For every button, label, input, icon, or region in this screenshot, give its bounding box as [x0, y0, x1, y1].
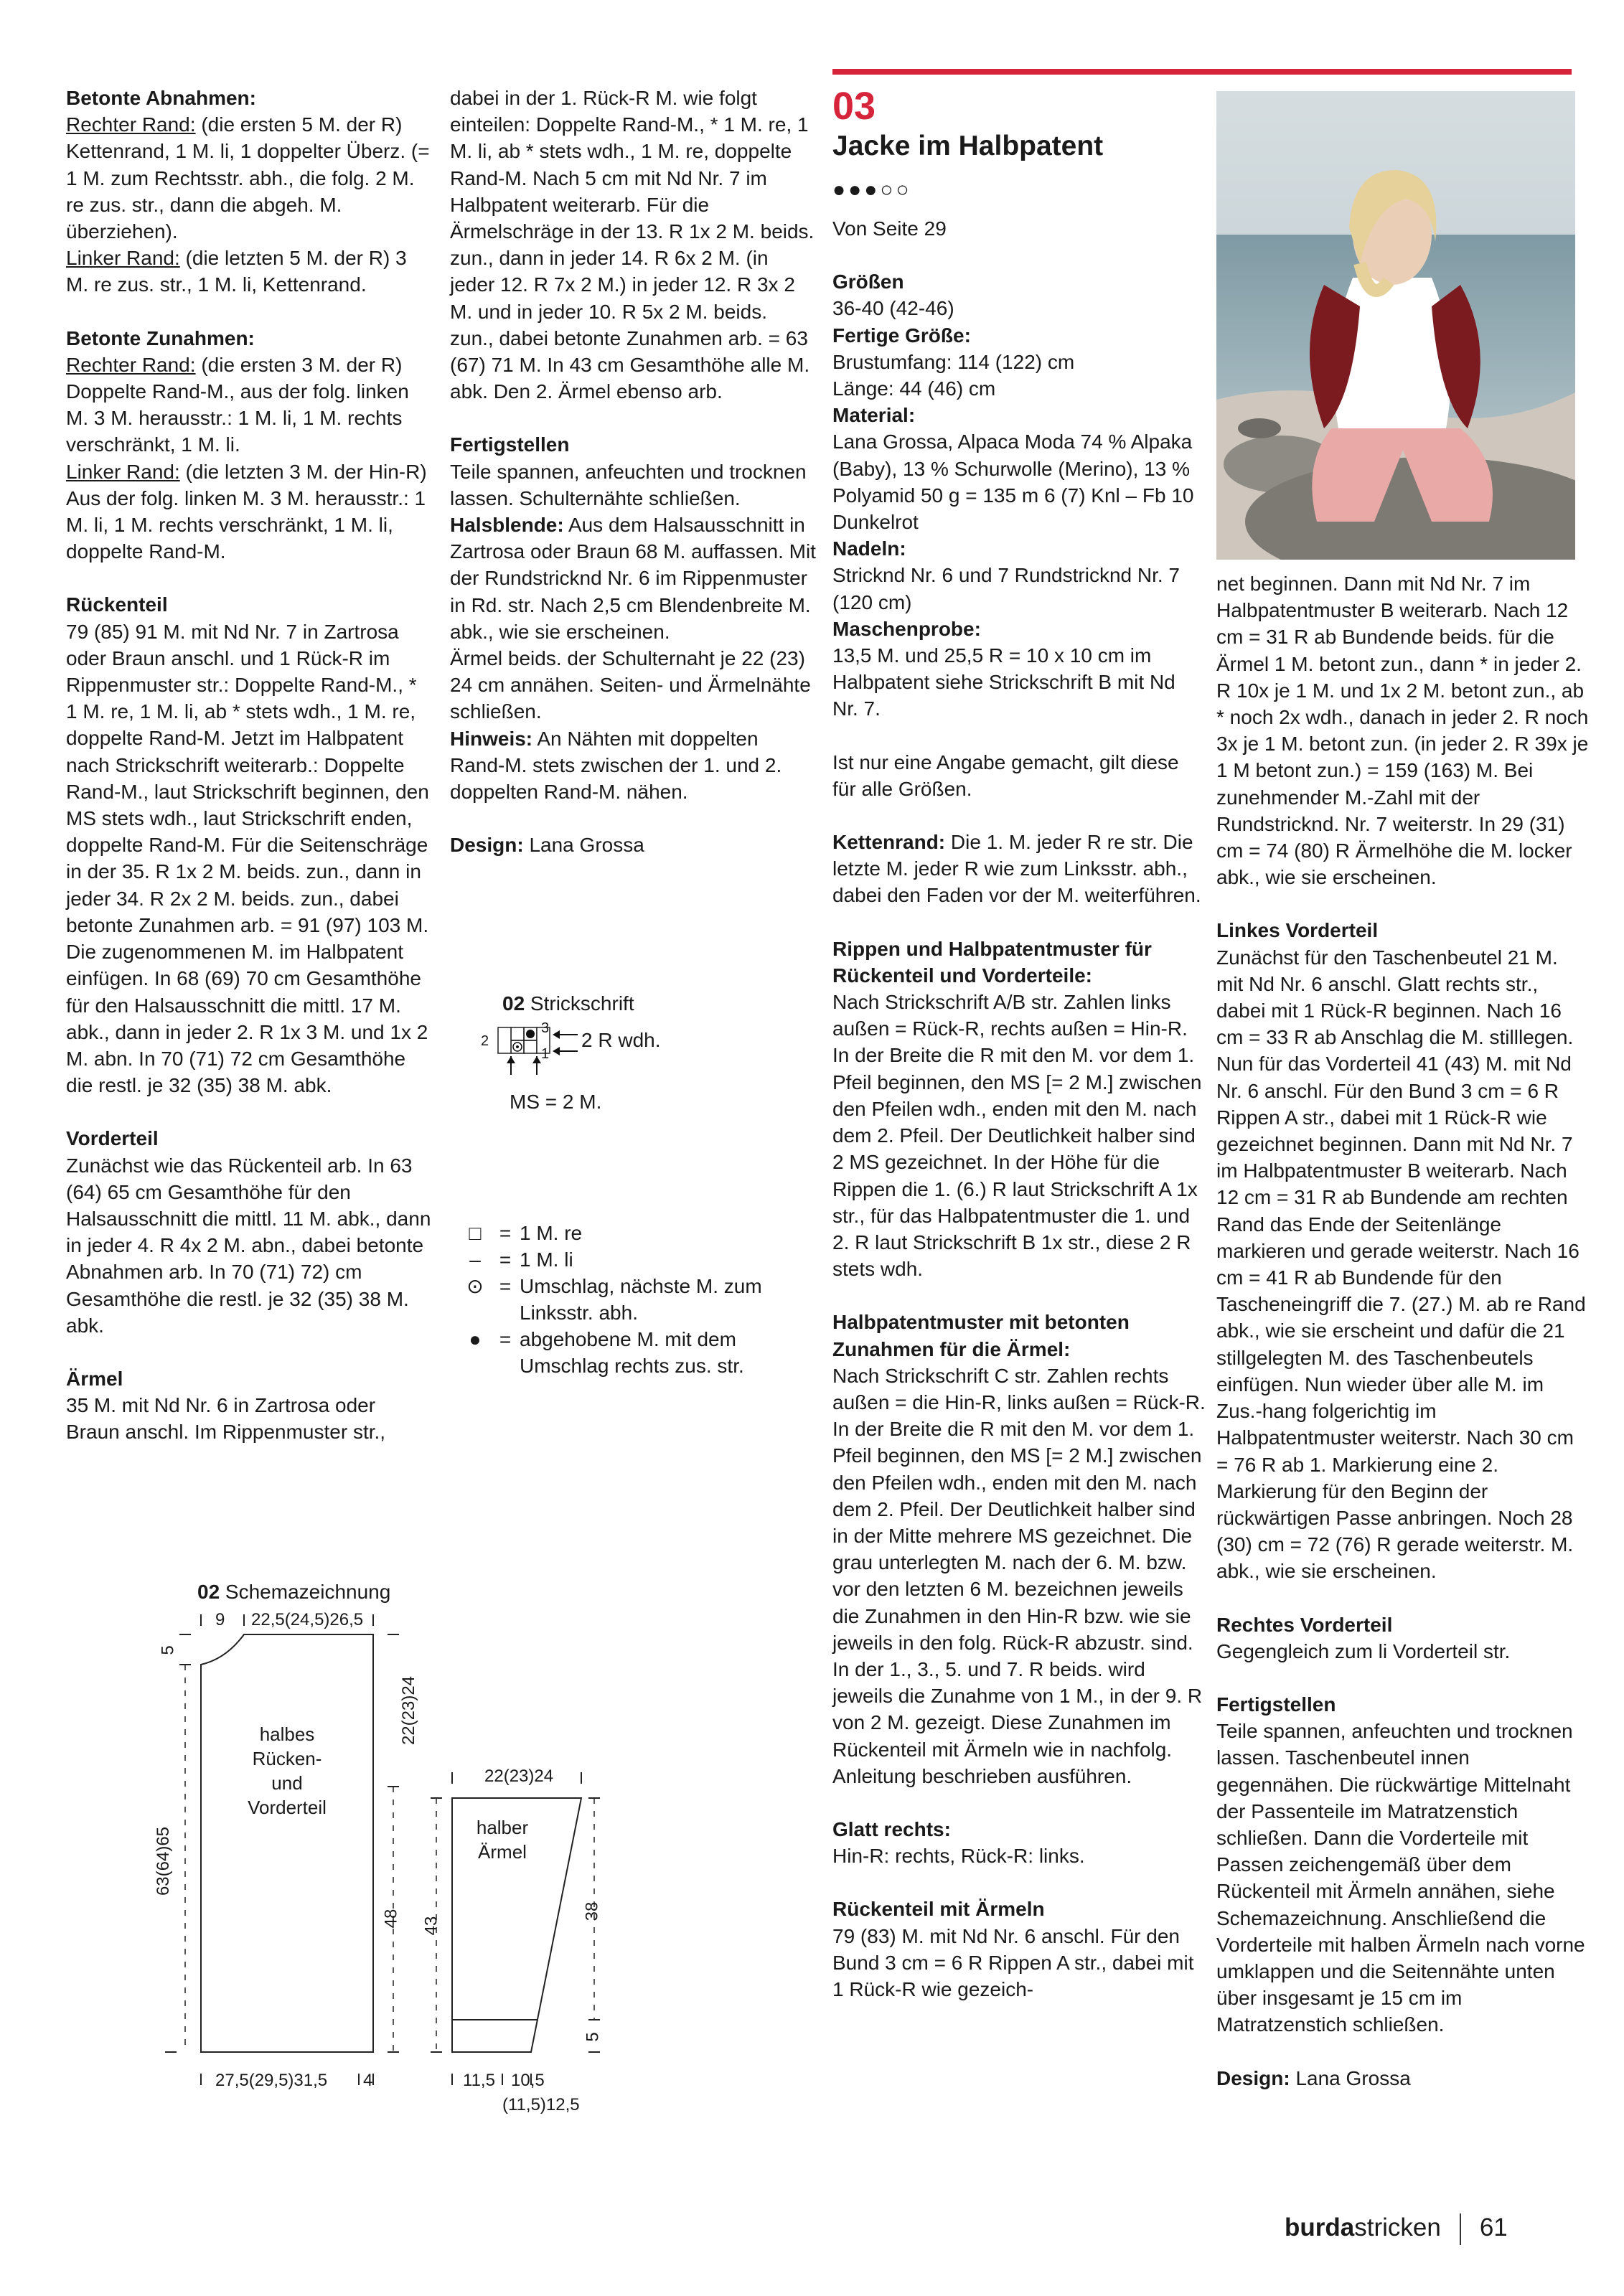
dim-neck-depth: 5: [158, 1645, 178, 1655]
paragraph: [450, 85, 816, 405]
paragraph: [832, 642, 1206, 723]
paragraph: [450, 832, 816, 858]
legend-row: [459, 1220, 807, 1246]
heading-text: Linkes Vorderteil: [1216, 919, 1379, 942]
paragraph: [832, 1843, 1206, 1869]
paragraph: [1216, 1638, 1590, 1665]
dim-sleeve-right: 38: [582, 1901, 602, 1921]
paragraph-text: (die letzten 5 M. der R) 3 M. re zus. str., 1 M. li, Kettenrand.: [66, 247, 407, 296]
paragraph-gap: [66, 298, 432, 325]
paragraph: [832, 1923, 1206, 2003]
paragraph-gap: [66, 1339, 432, 1365]
legend-equals: =: [499, 1222, 512, 1244]
dim-sleeve-bottom-2: 10,5: [511, 2071, 545, 2090]
paragraph-text: An Nähten mit doppelten Rand-M. stets zwischen der 1. und 2. doppelten Rand-M. nähen.: [450, 727, 782, 804]
column-2: [450, 85, 816, 858]
heading-text: Rippen und Halbpatentmuster für Rückenteil und Vorderteile:: [832, 937, 1152, 987]
underlined-label: Linker Rand:: [66, 247, 180, 270]
paragraph-text: 35 M. mit Nd Nr. 6 in Zartrosa oder Braun anschl. Im Rippenmuster str.,: [66, 1394, 386, 1444]
paragraph-text: Stricknd Nr. 6 und 7 Rundstricknd Nr. 7 (120 cm): [832, 564, 1180, 613]
paragraph-text: Zunächst wie das Rückenteil arb. In 63 (64) 65 cm Gesamthöhe für den Halsausschnitt die mittl. 11 M. abk., dann in jeder 4. R 4x 2 M. abn., dabei betonte Abnahmen arb. In 70 (71) 72) cm Gesamthöhe die restl. je 32 (35) 38 M. abk.: [66, 1154, 431, 1337]
heading-text: Rückenteil mit Ärmeln: [832, 1898, 1045, 1921]
paragraph: [832, 215, 1206, 242]
underlined-label: Rechter Rand:: [66, 113, 196, 136]
body-label-line: Rücken-: [252, 1748, 322, 1769]
body-label-line: Vorderteil: [248, 1797, 327, 1818]
strickschrift-diagram: [459, 990, 746, 1134]
dim-sleeve-bottom-1: 11,5: [463, 2071, 495, 2090]
dim-sleeve-bottom-3: (11,5)12,5: [502, 2095, 580, 2114]
paragraph-text: Teile spannen, anfeuchten und trocknen lassen. Taschenbeutel innen gegennähen. Die rückwärtige Mittelnaht der Passenteile im Matratzenstich schließen. Dann die Vorderteile mit Passen zeichengemäß über dem Rückenteil mit Ärmeln annähen, siehe Schemazeichnung. Anschließend die Vorderteile mit halben Ärmeln nach vorne umklappen und die Seitennähte unten über insgesamt je 15 cm im Matratzenstich schließen.: [1216, 1720, 1585, 2036]
sleeve-label-line: halber: [476, 1817, 529, 1838]
paragraph-gap: [1216, 2038, 1590, 2065]
section-heading: [66, 1365, 432, 1392]
paragraph: [66, 1152, 432, 1339]
section-heading: [1216, 1691, 1590, 1718]
bold-label: Kettenrand:: [832, 831, 946, 854]
heading-text: Betonte Zunahmen:: [66, 326, 255, 349]
paragraph-text: net beginnen. Dann mit Nd Nr. 7 im Halbpatentmuster B weiterarb. Nach 12 cm = 31 R ab Bundende beids. für die Ärmel 1 M. betont zun., dann * in jeder 2. R 10x je 1 M. und 1x 2 M. betont zun., ab * noch 2x wdh., danach in jeder 2. R noch 3x je 1 M. betont zun. (in jeder 2. R 39x je 1 M betont zun.) = 159 (163) M. Bei zunehmender M.-Zahl mit der Rundstricknd. Nr. 7 weiterstr. In 29 (31) cm = 74 (80) R Ärmelhöhe die M. locker abk., wie sie erscheinen.: [1216, 573, 1589, 889]
paragraph-text: Ärmel beids. der Schulternaht je 22 (23) 24 cm annähen. Seiten- und Ärmelnähte schließen.: [450, 647, 811, 723]
paragraph-gap: [832, 1869, 1206, 1896]
body-label-line: und: [271, 1772, 303, 1794]
paragraph: [832, 989, 1206, 1282]
paragraph-text: Lana Grossa: [1290, 2066, 1411, 2089]
paragraph: [832, 349, 1206, 375]
pattern-title: Jacke im Halbpatent: [832, 131, 1104, 161]
symbol-legend: [459, 1220, 807, 1379]
heading-text: Fertige Größe:: [832, 324, 971, 347]
dim-shoulder-height: 22(23)24: [399, 1675, 419, 1746]
dim-top-shoulder: 22,5(24,5)26,5: [251, 1610, 364, 1629]
paragraph-text: 79 (85) 91 M. mit Nd Nr. 7 in Zartrosa oder Braun anschl. und 1 Rück-R im Rippenmuster str.: Doppelte Rand-M., * 1 M. re, 1 M. li, ab * stets wdh., 1 M. re, doppelte Rand-M. Jetzt im Halbpatent nach Strickschrift weiterarb.: Doppelte Rand-M., laut Strickschrift beginnen, den MS stets wdh., laut Strickschrift enden, doppelte Rand-M. Für die Seitenschräge in der 35. R 1x 2 M. beids. zun., dann in jeder 34. R 2x 2 M. beids. zun., dabei betonte Zunahmen arb. = 91 (97) 103 M. Die zugenommenen M. im Halbpatent einfügen. In 68 (69) 70 cm Gesamthöhe für den Halsausschnitt die mittl. 17 M. abk., dann in jeder 2. R 1x 3 M. und 1x 2 M. abn. In 70 (71) 72 cm Gesamthöhe die restl. je 32 (35) 38 M. abk.: [66, 620, 429, 1097]
body-label-line: halbes: [259, 1723, 315, 1745]
paragraph-gap: [1216, 1665, 1590, 1691]
paragraph-gap: [66, 565, 432, 591]
legend-text: 1 M. li: [520, 1248, 573, 1271]
paragraph: [832, 829, 1206, 909]
heading-text: Ärmel: [66, 1367, 123, 1390]
section-heading: [832, 535, 1206, 562]
heading-text: Betonte Abnahmen:: [66, 87, 256, 109]
paragraph: [450, 725, 816, 806]
legend-equals: =: [499, 1275, 512, 1297]
row-label-3: 3: [541, 1020, 550, 1036]
page-footer: [1285, 2210, 1508, 2246]
paragraph: [66, 111, 432, 245]
paragraph-text: Hin-R: rechts, Rück-R: links.: [832, 1845, 1085, 1868]
dim-side-height: 48: [381, 1909, 401, 1929]
underlined-label: Linker Rand:: [66, 460, 180, 483]
paragraph-text: Nach Strickschrift A/B str. Zahlen links außen = Rück-R, rechts außen = Hin-R. In der Breite die R mit den M. vor dem 1. Pfeil beginnen, den MS [= 2 M.] zwischen den Pfeilen wdh., enden mit den M. nach dem 2. Pfeil. Der Deutlichkeit halber sind 2 MS gezeichnet. In der Höhe für die Rippen die 1. (6.) R laut Strickschrift A 1x str., für das Halbpatentmuster die 1. und 2. R laut Strickschrift B 1x str., diese 2 R stets wdh.: [832, 991, 1202, 1281]
paragraph: [66, 618, 432, 1099]
paragraph-gap: [832, 242, 1206, 268]
heading-text: Glatt rechts:: [832, 1817, 951, 1840]
schema-number: 02: [197, 1581, 220, 1603]
paragraph-text: Länge: 44 (46) cm: [832, 377, 996, 400]
dim-total-height: 63(64)65: [154, 1826, 174, 1896]
sleeve-label-line: Ärmel: [478, 1841, 527, 1863]
dim-sleeve-cuff: 5: [583, 2032, 603, 2042]
column-3: [832, 215, 1206, 2003]
section-heading: [832, 1309, 1206, 1362]
body-label: [244, 1722, 330, 1820]
paragraph-text: Von Seite 29: [832, 217, 947, 240]
paragraph-text: Aus dem Halsausschnitt in Zartrosa oder Braun 68 M. auffassen. Mit der Rundstricknd Nr. 6 im Rippenmuster in Rd. str. Nach 2,5 cm Blendenbreite M. abk., wie sie erscheinen.: [450, 514, 816, 643]
section-heading: [450, 431, 816, 458]
ms-label: MS = 2 M.: [510, 1091, 602, 1113]
paragraph-gap: [450, 805, 816, 832]
pattern-number: 03: [832, 85, 876, 128]
bold-label: Design:: [1216, 2066, 1290, 2089]
paragraph: [1216, 2065, 1590, 2092]
paragraph-text: Lana Grossa, Alpaca Moda 74 % Alpaka (Baby), 13 % Schurwolle (Merino), 13 % Polyamid 50 g = 135 m 6 (7) Knl – Fb 10 Dunkelrot: [832, 430, 1194, 534]
section-heading: [832, 1896, 1206, 1922]
section-heading: [66, 325, 432, 352]
paragraph-text: (die ersten 3 M. der R) Doppelte Rand-M., aus der folg. linken M. 3 M. herausstr.: 1 M. li, 1 M. rechts verschränkt, 1 M. li.: [66, 353, 409, 456]
heading-text: Fertigstellen: [450, 433, 570, 456]
legend-text: 1 M. re: [520, 1222, 583, 1244]
brand-rest: stricken: [1354, 2213, 1441, 2241]
schema-label: Schemazeichnung: [220, 1581, 391, 1603]
bold-label: Design:: [450, 834, 524, 857]
paragraph-gap: [66, 1098, 432, 1125]
paragraph-text: (die ersten 5 M. der R) Kettenrand, 1 M. li, 1 doppelter Überz. (= 1 M. zum Rechtsstr. abh., die folg. 2 M. re zus. str., dann die abgeh. M. überziehen).: [66, 113, 430, 243]
paragraph-text: 36-40 (42-46): [832, 297, 954, 320]
paragraph-text: Ist nur eine Angabe gemacht, gilt diese für alle Größen.: [832, 751, 1179, 800]
dim-sleeve-left: 43: [421, 1916, 441, 1936]
legend-row: [459, 1326, 807, 1379]
dim-sleeve-top: 22(23)24: [484, 1766, 554, 1786]
underlined-label: Rechter Rand:: [66, 353, 196, 376]
repeat-label: 2 R wdh.: [581, 1029, 661, 1051]
section-heading: [1216, 1612, 1590, 1638]
section-heading: [66, 591, 432, 618]
paragraph-text: (die letzten 3 M. der Hin-R) Aus der folg. linken M. 3 M. herausstr.: 1 M. li, 1 M. rechts verschränkt, 1 M. li, doppelte Rand-M.: [66, 460, 427, 563]
dim-top-neck: 9: [215, 1610, 225, 1629]
paragraph-gap: [450, 405, 816, 431]
paragraph-gap: [832, 802, 1206, 829]
section-heading: [832, 268, 1206, 295]
schema-drawing: [144, 1578, 646, 2124]
paragraph-text: 13,5 M. und 25,5 R = 10 x 10 cm im Halbpatent siehe Strickschrift B mit Nd Nr. 7.: [832, 644, 1175, 720]
paragraph-gap: [832, 1282, 1206, 1309]
paragraph-text: Die 1. M. jeder R re str. Die letzte M. jeder R wie zum Linksstr. abh., dabei den Faden vor der M. weiterführen.: [832, 831, 1201, 907]
paragraph-text: Zunächst für den Taschenbeutel 21 M. mit Nd Nr. 6 anschl. Glatt rechts str., dabei mit 1 Rück-R beginnen. Nach 16 cm = 33 R ab Anschlag die M. stilllegen. Nun für das Vorderteil 41 (43) M. mit Nd Nr. 6 anschl. Für den Bund 3 cm = 6 R Rippen A str., dabei mit 1 Rück-R wie gezeichnet beginnen. Dann mit Nd Nr. 7 im Halbpatentmuster B weiterarb. Nach 12 cm = 31 R ab Bundende am rechten Rand das Ende der Seitenlänge markieren und gerade weiterstr. Nach 16 cm = 41 R ab Bundende für den Tascheneingriff die 7. (27.) M. ab re Rand abk., wie sie erscheint und dafür die 21 stillgelegten M. des Taschenbeutels einfügen. Nun wieder über alle M. im Zus.-hang folgerichtig im Halbpatentmuster weiterstr. Nach 30 cm = 76 R ab 1. Markierung eine 2. Markierung für den Beginn der rückwärtigen Passe anbringen. Noch 28 (30) cm = 72 (76) R gerade weiterstr. M. abk., wie sie erscheinen.: [1216, 946, 1586, 1583]
row-label-1: 1: [541, 1046, 550, 1062]
paragraph: [1216, 944, 1590, 1585]
legend-symbol: –: [469, 1248, 481, 1271]
footer-divider: [1460, 2213, 1461, 2245]
dim-bottom-small: 4: [363, 2071, 373, 2090]
paragraph: [832, 428, 1206, 535]
paragraph: [450, 512, 816, 645]
paragraph: [66, 458, 432, 565]
paragraph: [832, 749, 1206, 802]
paragraph: [832, 375, 1206, 402]
heading-text: Rückenteil: [66, 593, 168, 616]
paragraph-gap: [832, 909, 1206, 936]
paragraph: [450, 645, 816, 725]
legend-equals: =: [499, 1248, 512, 1271]
paragraph: [1216, 1718, 1590, 2038]
legend-symbol: ●: [469, 1328, 482, 1350]
legend-symbol: □: [469, 1222, 482, 1244]
bold-label: Hinweis:: [450, 727, 533, 750]
heading-text: Nadeln:: [832, 537, 906, 560]
model-photo: [1216, 91, 1575, 560]
section-heading: [66, 85, 432, 111]
paragraph: [66, 1392, 432, 1445]
paragraph: [832, 1363, 1206, 1789]
dim-bottom-width: 27,5(29,5)31,5: [215, 2071, 328, 2090]
heading-text: Halbpatentmuster mit betonten Zunahmen für die Ärmel:: [832, 1311, 1130, 1360]
paragraph-text: Nach Strickschrift C str. Zahlen rechts außen = die Hin-R, links außen = Rück-R. In der Breite die R mit den M. vor dem 1. Pfeil beginnen, den MS [= 2 M.] zwischen den Pfeilen wdh., enden mit den M. nach dem 2. Pfeil. Der Deutlichkeit halber sind in der Mitte mehrere MS gezeichnet. Die grau unterlegten M. nach der 6. M. bzw. vor den letzten 6 M. bezeichnen jeweils die Zunahmen in den Hin-R bzw. wie sie jeweils in den folg. Rück-R abzustr. sind. In der 1., 3., 5. und 7. R beids. wird jeweils die Zunahme von 1 M., in der 9. R von 2 M. gezeigt. Diese Zunahmen im Rückenteil mit Ärmeln wie in nachfolg. Anleitung beschrieben ausführen.: [832, 1364, 1206, 1787]
paragraph: [66, 352, 432, 458]
paragraph-text: Gegengleich zum li Vorderteil str.: [1216, 1639, 1511, 1662]
paragraph-text: Lana Grossa: [523, 834, 644, 857]
sleeve-label: [466, 1815, 538, 1864]
section-heading: [832, 402, 1206, 428]
paragraph-text: Teile spannen, anfeuchten und trocknen lassen. Schulternähte schließen.: [450, 460, 807, 509]
section-heading: [832, 616, 1206, 642]
paragraph-gap: [832, 723, 1206, 749]
heading-text: Vorderteil: [66, 1127, 159, 1150]
bold-label: Halsblende:: [450, 514, 564, 537]
heading-text: Fertigstellen: [1216, 1693, 1336, 1716]
paragraph-text: Brustumfang: 114 (122) cm: [832, 350, 1075, 373]
legend-row: [459, 1246, 807, 1273]
heading-text: Größen: [832, 270, 904, 293]
paragraph-gap: [1216, 890, 1590, 917]
legend-row: [459, 1273, 807, 1326]
legend-text: abgehobene M. mit dem Umschlag rechts zus. str.: [520, 1328, 744, 1377]
heading-text: Maschenprobe:: [832, 617, 981, 640]
paragraph-gap: [832, 1789, 1206, 1816]
row-label-2: 2: [481, 1033, 489, 1049]
paragraph: [1216, 570, 1590, 890]
section-heading: [66, 1125, 432, 1152]
section-heading: [832, 936, 1206, 989]
paragraph: [832, 562, 1206, 615]
legend-text: Umschlag, nächste M. zum Linksstr. abh.: [520, 1275, 762, 1324]
strickschrift-number: 02: [502, 992, 525, 1015]
legend-symbol: ⊙: [466, 1275, 484, 1297]
paragraph-text: 79 (83) M. mit Nd Nr. 6 anschl. Für den Bund 3 cm = 6 R Rippen A str., dabei mit 1 Rück-R wie gezeich-: [832, 1924, 1194, 2000]
paragraph: [832, 295, 1206, 321]
paragraph-text: dabei in der 1. Rück-R M. wie folgt einteilen: Doppelte Rand-M., * 1 M. re, 1 M. li, ab * stets wdh., 1 M. re, doppelte Rand-M. Nach 5 cm mit Nd Nr. 7 im Halbpatent weiterarb. Für die Ärmelschräge in der 13. R 1x 2 M. beids. zun., dann in jeder 14. R 6x 2 M. (in jeder 12. R 7x 2 M.) in jeder 12. R 3x 2 M. und in jeder 10. R 5x 2 M. beids. zun., dabei betonte Zunahmen arb. = 63 (67) 71 M. In 43 cm Gesamthöhe alle M. abk. Den 2. Ärmel ebenso arb.: [450, 87, 815, 403]
paragraph: [66, 245, 432, 298]
heading-text: Rechtes Vorderteil: [1216, 1613, 1393, 1636]
section-heading: [832, 1816, 1206, 1843]
column-1: [66, 85, 432, 1446]
column-4: [1216, 570, 1590, 2092]
brand-bold: burda: [1285, 2213, 1355, 2241]
paragraph-gap: [1216, 1585, 1590, 1612]
legend-equals: =: [499, 1328, 512, 1350]
page-number: 61: [1479, 2213, 1508, 2241]
heading-text: Material:: [832, 404, 916, 427]
accent-bar: [832, 69, 1572, 75]
strickschrift-label: Strickschrift: [525, 992, 634, 1015]
paragraph: [450, 458, 816, 512]
difficulty-rating: ●●●○○: [832, 178, 912, 202]
section-heading: [832, 322, 1206, 349]
section-heading: [1216, 917, 1590, 944]
